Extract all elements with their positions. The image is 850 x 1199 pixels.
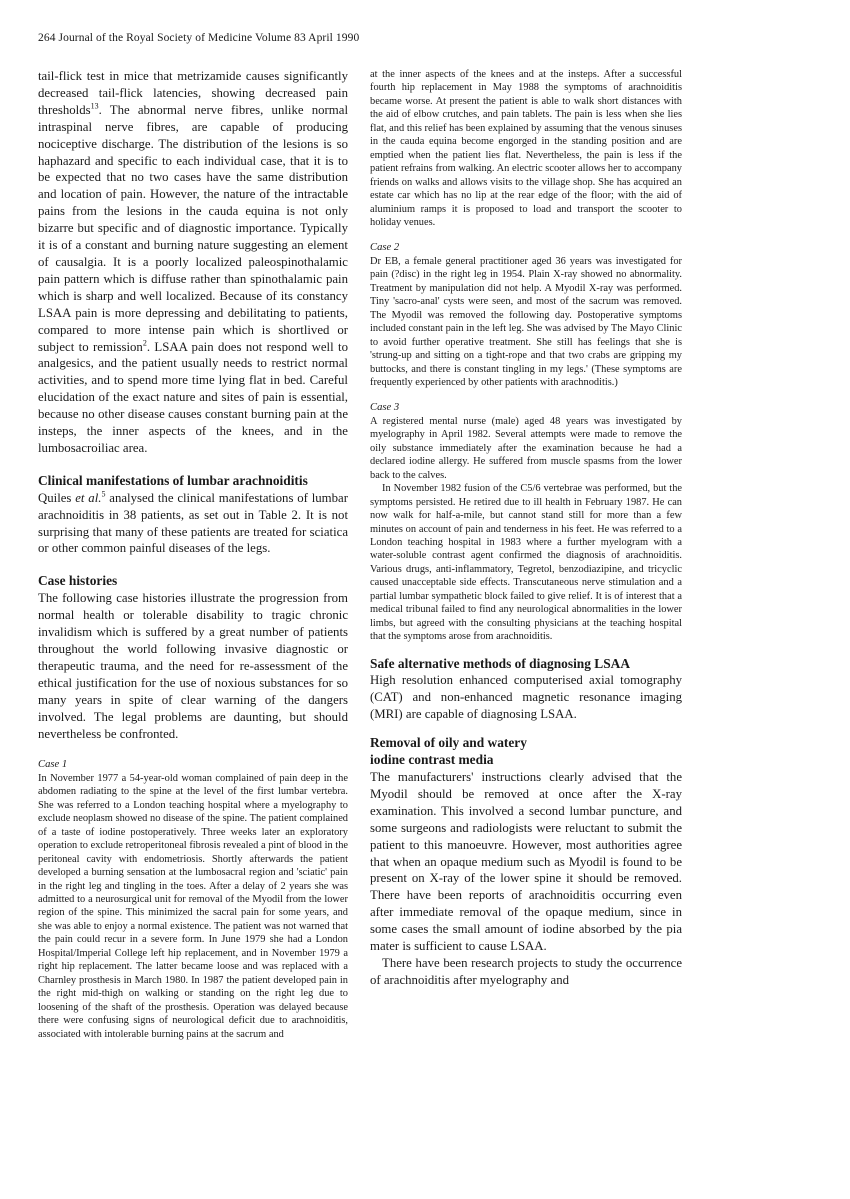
paragraph-research: There have been research projects to study the occurrence of arachnoiditis after myelography and [370,955,682,987]
paragraph-clinical-manifestations: Quiles et al.$^5$ analysed the clinical manifestations of lumbar arachnoiditis in 38 patients, as set out in Table 2. It is not surprising that many of these patients are treated for sciatica or other common painful diseases of the legs. [38,489,348,556]
heading-case-1: Case 1 [38,759,68,771]
reference-13: 13 [90,101,99,111]
paragraph-case-3-b: In November 1982 fusion of the C5/6 vertebrae was performed, but the symptoms persisted. He retired due to ill health in February 1987. He can now walk for half-a-mile, but cannot stand still for more than a few minutes on account of pain and tenderness in his feet. He was referred to a London teaching hospital in 1983 where a further myelogram with a water-soluble contrast agent confirmed the diagnosis of arachnoiditis. Various drugs, anti-inflammatory, Tegretol, benzodiazipine, and tricyclic caused unacceptable side effects. Transcutaneous nerve stimulation and a partial lumbar sympathetic block failed to give relief. It is of interest that a medical tribunal failed to find any neurological abnormalities in the lower limbs, but agreed with the consulting physicians at the teaching hospital that the symptoms arose from arachnoiditis. [370,483,682,643]
heading-safe-alternatives: Safe alternative methods of diagnosing LSAA [370,655,631,671]
heading-removal-line-2: iodine contrast media [370,752,494,768]
paragraph-pain-nature: tail-flick test in mice that metrizamide causes significantly decreased tail-flick latencies, showing decreased pain thresholds$^{13}$. The abnormal nerve fibres, unlike normal intraspinal nerve fibres, are capable of producing nociceptive discharge. The distribution of the lesions is so haphazard and specific to each individual case, that it is to be expected that no two cases have the same distribution and location of pain. However, the nature of the intractable pains from the lesions in the cauda equina is not only bizarre but specific and of diagnostic importance. Typically it is of a constant and burning nature suggesting an element of causalgia. It is a poorly localized paleospinothalamic pain pattern which is diffuse rather than spinothalamic pain which is sharp and well localized. Because of its constancy LSAA pain is more depressing and debilitating to patients, compared to more intense pain which is shortlived or subject to remission$^2$. LSAA pain does not respond well to analgesics, and the patient usually needs to restrict normal activities, and to spend more time lying flat in bed. Careful elucidation of the exact nature and sites of pain is essential, because no other disease causes constant burning pain at the insteps, the inner aspects of the knees, and in the lumbosacroiliac area. [38,69,348,455]
reference-5: 5 [101,489,106,499]
running-head: 264 Journal of the Royal Society of Medicine Volume 83 April 1990 [38,32,360,44]
paragraph-case-1: In November 1977 a 54-year-old woman complained of pain deep in the abdomen radiating to the spine at the level of the first lumbar vertebra. She was referred to a London teaching hospital where a myelography to exclude neoplasm showed no disease of the spine. The patient complained of a taste of iodine postoperatively. Three weeks later an exploratory operation to exclude retroperitoneal fibrosis revealed a pint of blood in the peritoneal cavity with endometriosis. Shortly afterwards the patient developed a burning sensation at the lumbosacral region and 'sciatic' pain in the right leg and tingling in the toes. After a delay of 2 years she was admitted to a neurosurgical unit for removal of the Myodil from the lower region of the spine. This minimized the sacral pain for some years, and she was able to enjoy a normal existence. The patient was not warned that the pain could recur in a severe form. In June 1979 she had a London Hospital/Imperial College left hip replacement, and in November 1979 a right hip replacement. The latter became loose and was replaced with a Charnley prosthesis in March 1980. In 1987 the patient developed pain in the right mid-thigh on walking or standing on the right leg due to loosening of the shaft of the prosthesis. Operation was delayed because there were confusing signs of neurological deficit due to arachnoiditis, associated with intolerable burning pains at the sacrum and [38,772,348,1040]
paragraph-removal: The manufacturers' instructions clearly advised that the Myodil should be removed at once after the X-ray examination. This involved a second lumbar puncture, and some surgeons and radiologists were reluctant to submit the patient to this manoeuvre. However, most authorities agree that when an opaque medium such as Myodil is found to be present on X-ray of the lower spine it should be removed. There have been reports of arachnoiditis occurring even after immediate removal of the opaque medium, since in some cases the small amount of iodine absorbed by the pia mater is sufficient to cause LSAA. [370,770,682,954]
paragraph-case-histories: The following case histories illustrate the progression from normal health or tolerable disability to tragic chronic invalidism which is suffered by a great number of patients throughout the world following invasive diagnostic or therapeutic trauma, and the need for re-assessment of the ethical justification for the use of noxious substances for so many years in spite of clear warning of the dangers involved. The legal problems are daunting, but should nevertheless be confronted. [38,591,348,741]
heading-case-3: Case 3 [370,402,400,414]
heading-case-histories: Case histories [38,573,118,589]
heading-case-2: Case 2 [370,242,400,254]
paragraph-case-1-continued: at the inner aspects of the knees and at the insteps. After a successful fourth hip replacement in May 1988 the symptoms of arachnoiditis became worse. At present the patient is able to walk short distances with the aid of elbow crutches, and pain tablets. The pain is less when she lies flat, and this relief has been explained by assuming that the venous sinuses in the cauda equina become engorged in the standing position and are emptied when the patient lies flat. Nevertheless, the pain is less if the patient refrains from walking. An electric scooter allows her to accompany friends on walks and allows visits to the village shop. She has acquired an estate car which has no lip at the rear edge of the floor; with the aid of aluminium ramps it is proposed to load and transport the scooter to holiday venues. [370,69,682,228]
heading-removal-line-1: Removal of oily and watery [370,735,527,751]
paragraph-safe-alternatives: High resolution enhanced computerised axial tomography (CAT) and non-enhanced magnetic resonance imaging (MRI) are capable of diagnosing LSAA. [370,673,682,722]
right-column [370,68,682,989]
paragraph-case-2: Dr EB, a female general practitioner aged 36 years was investigated for pain (?disc) in the right leg in 1954. Plain X-ray showed no abnormality. Treatment by manipulation did not help. A Myodil X-ray was performed. Tiny 'sacro-anal' cysts were seen, and most of the sacrum was removed. The Myodil was removed the following day. Postoperative symptoms included constant pain in the left leg. She was advised by The Mayo Clinic to avoid further operative treatment. She still has feelings that she is 'strung-up and sitting on a tight-rope and that two crabs are gripping my buttocks, and there is constant tingling in my legs.' (These symptoms are frequently experienced by other patients with arachnoditis.) [370,255,682,388]
heading-clinical-manifestations: Clinical manifestations of lumbar arachnoiditis [38,472,308,488]
reference-2: 2 [142,338,147,348]
paragraph-case-3-a: A registered mental nurse (male) aged 48 years was investigated by myelography in April 1982. Several attempts were made to remove the oily substance immediately after the examination because he had a declared iodine allergy. He suffered from muscle spasms from the lower back to the calves. [370,415,682,481]
left-column [38,68,348,1041]
